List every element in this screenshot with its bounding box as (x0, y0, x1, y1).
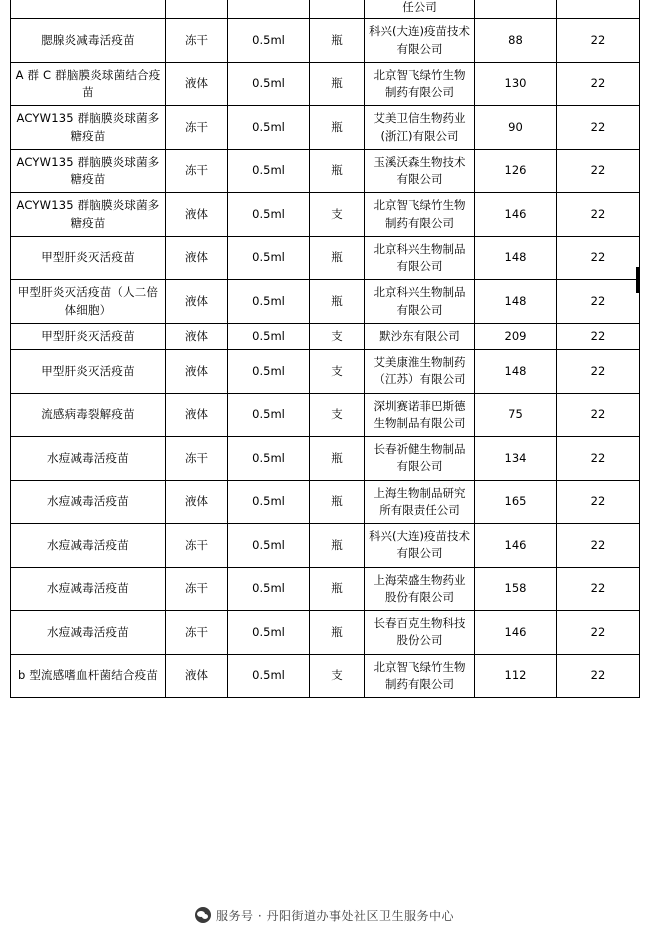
page-edge-mark (636, 267, 639, 293)
cell-dose: 0.5ml (228, 106, 310, 150)
cell-vaccine-name: 腮腺炎减毒活疫苗 (11, 19, 166, 63)
cell-form: 液体 (166, 280, 228, 324)
cell-vaccine-name: b 型流感嗜血杆菌结合疫苗 (11, 654, 166, 698)
cell-vaccine-name: 甲型肝炎灭活疫苗 (11, 350, 166, 394)
vaccine-price-table (10, 0, 640, 698)
cell-price: 148 (475, 350, 557, 394)
cell-price: 148 (475, 280, 557, 324)
cell-service-fee: 22 (557, 654, 640, 698)
table-row (11, 524, 640, 568)
cell-unit: 支 (310, 393, 365, 437)
cell-dose (228, 0, 310, 19)
cell-price: 146 (475, 524, 557, 568)
cell-vaccine-name: A 群 C 群脑膜炎球菌结合疫苗 (11, 62, 166, 106)
cell-unit: 支 (310, 193, 365, 237)
table-row (11, 280, 640, 324)
cell-dose: 0.5ml (228, 149, 310, 193)
cell-manufacturer: 长春祈健生物制品有限公司 (365, 437, 475, 481)
cell-vaccine-name: 流感病毒裂解疫苗 (11, 393, 166, 437)
cell-unit: 瓶 (310, 524, 365, 568)
cell-vaccine-name: 水痘减毒活疫苗 (11, 567, 166, 611)
table-row (11, 437, 640, 481)
table-row (11, 193, 640, 237)
cell-manufacturer: 长春百克生物科技股份公司 (365, 611, 475, 655)
cell-manufacturer: 默沙东有限公司 (365, 323, 475, 349)
cell-form: 液体 (166, 193, 228, 237)
cell-vaccine-name: 甲型肝炎灭活疫苗（人二倍体细胞） (11, 280, 166, 324)
cell-vaccine-name (11, 0, 166, 19)
cell-dose: 0.5ml (228, 611, 310, 655)
cell-service-fee: 22 (557, 280, 640, 324)
cell-form: 液体 (166, 654, 228, 698)
cell-unit: 瓶 (310, 437, 365, 481)
cell-vaccine-name: ACYW135 群脑膜炎球菌多糖疫苗 (11, 106, 166, 150)
cell-price: 146 (475, 193, 557, 237)
cell-unit: 瓶 (310, 480, 365, 524)
cell-manufacturer: 任公司 (365, 0, 475, 19)
cell-vaccine-name: 水痘减毒活疫苗 (11, 480, 166, 524)
footer-watermark-text: 服务号 · 丹阳街道办事处社区卫生服务中心 (216, 908, 454, 923)
cell-unit: 瓶 (310, 567, 365, 611)
cell-manufacturer: 上海生物制品研究所有限责任公司 (365, 480, 475, 524)
cell-service-fee: 22 (557, 62, 640, 106)
cell-dose: 0.5ml (228, 480, 310, 524)
cell-unit: 支 (310, 654, 365, 698)
cell-price: 90 (475, 106, 557, 150)
table-row (11, 654, 640, 698)
table-row (11, 350, 640, 394)
cell-unit: 瓶 (310, 106, 365, 150)
cell-price: 209 (475, 323, 557, 349)
cell-form: 冻干 (166, 524, 228, 568)
cell-service-fee: 22 (557, 236, 640, 280)
cell-unit: 瓶 (310, 611, 365, 655)
table-row (11, 19, 640, 63)
cell-vaccine-name: 水痘减毒活疫苗 (11, 524, 166, 568)
cell-price: 126 (475, 149, 557, 193)
cell-dose: 0.5ml (228, 524, 310, 568)
cell-manufacturer: 北京科兴生物制品有限公司 (365, 280, 475, 324)
cell-price (475, 0, 557, 19)
cell-manufacturer: 科兴(大连)疫苗技术有限公司 (365, 524, 475, 568)
cell-manufacturer: 北京智飞绿竹生物制药有限公司 (365, 193, 475, 237)
cell-form: 冻干 (166, 567, 228, 611)
cell-service-fee (557, 0, 640, 19)
table-row (11, 149, 640, 193)
cell-dose: 0.5ml (228, 62, 310, 106)
table-row (11, 480, 640, 524)
cell-dose: 0.5ml (228, 437, 310, 481)
cell-service-fee: 22 (557, 437, 640, 481)
table-row (11, 236, 640, 280)
cell-form: 冻干 (166, 611, 228, 655)
cell-service-fee: 22 (557, 149, 640, 193)
table-row (11, 611, 640, 655)
table-row (11, 323, 640, 349)
cell-dose: 0.5ml (228, 280, 310, 324)
cell-unit: 支 (310, 350, 365, 394)
cell-price: 112 (475, 654, 557, 698)
cell-form: 冻干 (166, 149, 228, 193)
cell-dose: 0.5ml (228, 654, 310, 698)
cell-price: 146 (475, 611, 557, 655)
cell-form: 冻干 (166, 106, 228, 150)
cell-manufacturer: 北京科兴生物制品有限公司 (365, 236, 475, 280)
cell-vaccine-name: ACYW135 群脑膜炎球菌多糖疫苗 (11, 149, 166, 193)
cell-vaccine-name: ACYW135 群脑膜炎球菌多糖疫苗 (11, 193, 166, 237)
cell-price: 75 (475, 393, 557, 437)
wechat-service-account-icon (195, 907, 211, 923)
cell-manufacturer: 艾美康淮生物制药（江苏）有限公司 (365, 350, 475, 394)
cell-unit: 瓶 (310, 19, 365, 63)
cell-form: 液体 (166, 480, 228, 524)
cell-vaccine-name: 水痘减毒活疫苗 (11, 611, 166, 655)
cell-dose: 0.5ml (228, 393, 310, 437)
cell-price: 130 (475, 62, 557, 106)
cell-price: 165 (475, 480, 557, 524)
cell-manufacturer: 科兴(大连)疫苗技术有限公司 (365, 19, 475, 63)
cell-dose: 0.5ml (228, 567, 310, 611)
table-row (11, 106, 640, 150)
cell-service-fee: 22 (557, 567, 640, 611)
cell-dose: 0.5ml (228, 323, 310, 349)
cell-dose: 0.5ml (228, 19, 310, 63)
cell-service-fee: 22 (557, 480, 640, 524)
cell-form: 液体 (166, 393, 228, 437)
table-body (11, 0, 640, 698)
cell-service-fee: 22 (557, 106, 640, 150)
cell-manufacturer: 玉溪沃森生物技术有限公司 (365, 149, 475, 193)
cell-dose: 0.5ml (228, 193, 310, 237)
cell-unit: 瓶 (310, 236, 365, 280)
cell-manufacturer: 北京智飞绿竹生物制药有限公司 (365, 62, 475, 106)
cell-form: 液体 (166, 236, 228, 280)
cell-unit: 瓶 (310, 62, 365, 106)
table-row (11, 393, 640, 437)
cell-unit: 瓶 (310, 280, 365, 324)
cell-price: 134 (475, 437, 557, 481)
cell-form: 液体 (166, 323, 228, 349)
cell-unit (310, 0, 365, 19)
table-row (11, 567, 640, 611)
cell-vaccine-name: 水痘减毒活疫苗 (11, 437, 166, 481)
cell-price: 88 (475, 19, 557, 63)
cell-price: 148 (475, 236, 557, 280)
cell-service-fee: 22 (557, 393, 640, 437)
cell-service-fee: 22 (557, 524, 640, 568)
footer-watermark (0, 897, 649, 933)
cell-form: 冻干 (166, 437, 228, 481)
cell-vaccine-name: 甲型肝炎灭活疫苗 (11, 236, 166, 280)
cell-unit: 支 (310, 323, 365, 349)
cell-vaccine-name: 甲型肝炎灭活疫苗 (11, 323, 166, 349)
cell-manufacturer: 艾美卫信生物药业(浙江)有限公司 (365, 106, 475, 150)
cell-service-fee: 22 (557, 323, 640, 349)
cell-dose: 0.5ml (228, 350, 310, 394)
cell-manufacturer: 深圳赛诺菲巴斯德生物制品有限公司 (365, 393, 475, 437)
cell-form (166, 0, 228, 19)
footer-watermark-inner (187, 905, 462, 926)
cell-service-fee: 22 (557, 350, 640, 394)
cell-unit: 瓶 (310, 149, 365, 193)
cell-price: 158 (475, 567, 557, 611)
table-row (11, 62, 640, 106)
cell-form: 液体 (166, 62, 228, 106)
cell-service-fee: 22 (557, 611, 640, 655)
cell-service-fee: 22 (557, 193, 640, 237)
cell-manufacturer: 上海荣盛生物药业股份有限公司 (365, 567, 475, 611)
cell-form: 冻干 (166, 19, 228, 63)
cell-dose: 0.5ml (228, 236, 310, 280)
table-row-clipped (11, 0, 640, 19)
cell-service-fee: 22 (557, 19, 640, 63)
cell-form: 液体 (166, 350, 228, 394)
cell-manufacturer: 北京智飞绿竹生物制药有限公司 (365, 654, 475, 698)
